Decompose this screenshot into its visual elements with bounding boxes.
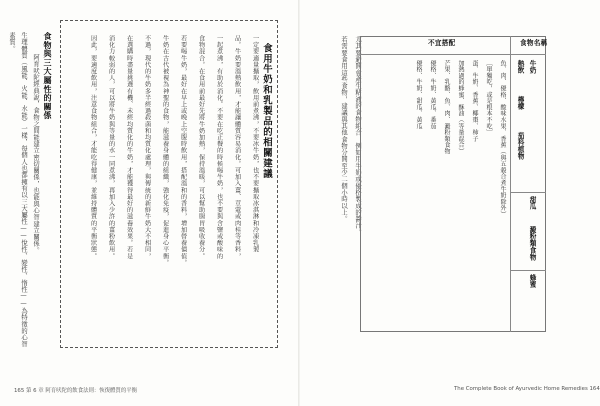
sidebar-paragraph: 因此，要適度飲用，注意食物組合，才能吃得健康，並維持體質的平衡狀態。 xyxy=(89,35,97,260)
avoid-cell: 加熱過的蜂蜜、酥油（等量混合） xyxy=(457,60,464,155)
sidebar-paragraph: 牛奶在古代被視為神聖的食物，能滋養身體的組織，強化免疫，促進身心平衡。 xyxy=(161,35,169,266)
avoid-cell: 優格、牛奶、黃瓜、番茄 xyxy=(429,60,436,130)
food-cell: 牛奶 xyxy=(528,60,536,74)
header-avoid: 不宜搭配 xyxy=(428,39,456,47)
food-cell: 蜂蜜 xyxy=(528,274,536,288)
sidebar-paragraph: 若要喝牛奶，最好在早上或晚上空腹時飲用，搭配溫和的香料，增加營養價值。 xyxy=(179,35,187,266)
avoid-cell: ［單獨吃，或是根本不吃］ xyxy=(485,60,492,136)
header-divider xyxy=(360,54,546,55)
intro-paragraph: 尤其要避開會產生粘液的食物組合，例如用牛奶或優格製成的醬汁。 xyxy=(354,36,361,236)
avoid-cell: 蛋、牛奶、香蕉、椰棗、柿子 xyxy=(471,60,478,142)
food-cell: 茄科植物 xyxy=(516,132,524,160)
body-paragraph: 素質。 xyxy=(8,32,15,52)
left-folio: 165 第 6 章 阿育吠陀的飲食法則：恢復體質的平衡 xyxy=(14,388,137,394)
sidebar-paragraph: 消化力較弱的人，可以將牛奶與等量的水一同煮沸，再加入少許的薑粉飲用。 xyxy=(107,35,115,260)
avoid-cell: 魚、肉、優格、酸味水果、香蕉（與五穀合煮牛奶除外） xyxy=(499,60,506,218)
row-divider xyxy=(510,192,546,193)
header-food: 食物名稱 xyxy=(520,39,548,47)
intro-paragraph: 若需要食用這些食物，建議與其他食物分開至少二個小時以上。 xyxy=(340,36,347,223)
food-combination-table xyxy=(360,36,546,332)
row-divider xyxy=(510,270,546,271)
sidebar-paragraph: 品。牛奶要溫熱飲用，才能讓體質容易消化。可加入薑、荳蔻或肉桂等香料， xyxy=(233,35,241,260)
sidebar-paragraph: 一定要適量攝取，飲用前煮沸，不要冰牛奶，也不要攝取冰淇淋和冷凍乳製 xyxy=(251,35,259,253)
section-heading: 食物與三大屬性的關係 xyxy=(43,32,53,120)
body-paragraph: 阿育吠陀經典說，食物之間能建立密切關係，也能與心智建立關係。 xyxy=(32,54,39,254)
sidebar-paragraph: 一起煮沸，有助於消化。不要在吃正餐的時候喝牛奶，也不要與含鹽或酸味的 xyxy=(215,35,223,260)
avoid-cell: 優格、牛奶、甜瓜、黃瓜 xyxy=(415,60,422,130)
body-paragraph: 生理體質（風能、火能、水能）一樣，每個人也都擁有以三大屬性——悅性、變性、惰性——為特徵的心智 xyxy=(20,32,27,348)
food-cell: 澱粉類食物 xyxy=(528,226,536,261)
avoid-cell: 芒果、乳酪、魚、肉、澱粉類食物 xyxy=(443,60,450,155)
food-cell: 甜瓜 xyxy=(528,196,536,210)
sidebar-paragraph: 食物混合。在食用前最好先將牛奶加熱，保持溫暖，可以幫助腸胃吸收養分。 xyxy=(197,35,205,260)
sidebar-paragraph: 在選購時盡量挑選有機、未經均質化的牛奶，才能獲得最好的滋養效果。若是 xyxy=(125,35,133,260)
column-separator xyxy=(510,36,511,332)
sidebar-paragraph: 不過，現代的牛奶多半經過殺菌和均質化處理，與傳統的新鮮牛奶大不相同， xyxy=(143,35,151,260)
dairy-advice-sidebar xyxy=(60,20,278,348)
right-folio: The Complete Book of Ayurvedic Home Remedies 164 xyxy=(454,386,600,392)
sidebar-title: 食用牛奶和乳製品的相關建議 xyxy=(261,43,272,180)
food-cell: 檸檬 xyxy=(516,96,524,110)
food-cell: 熱飲 xyxy=(516,60,524,74)
